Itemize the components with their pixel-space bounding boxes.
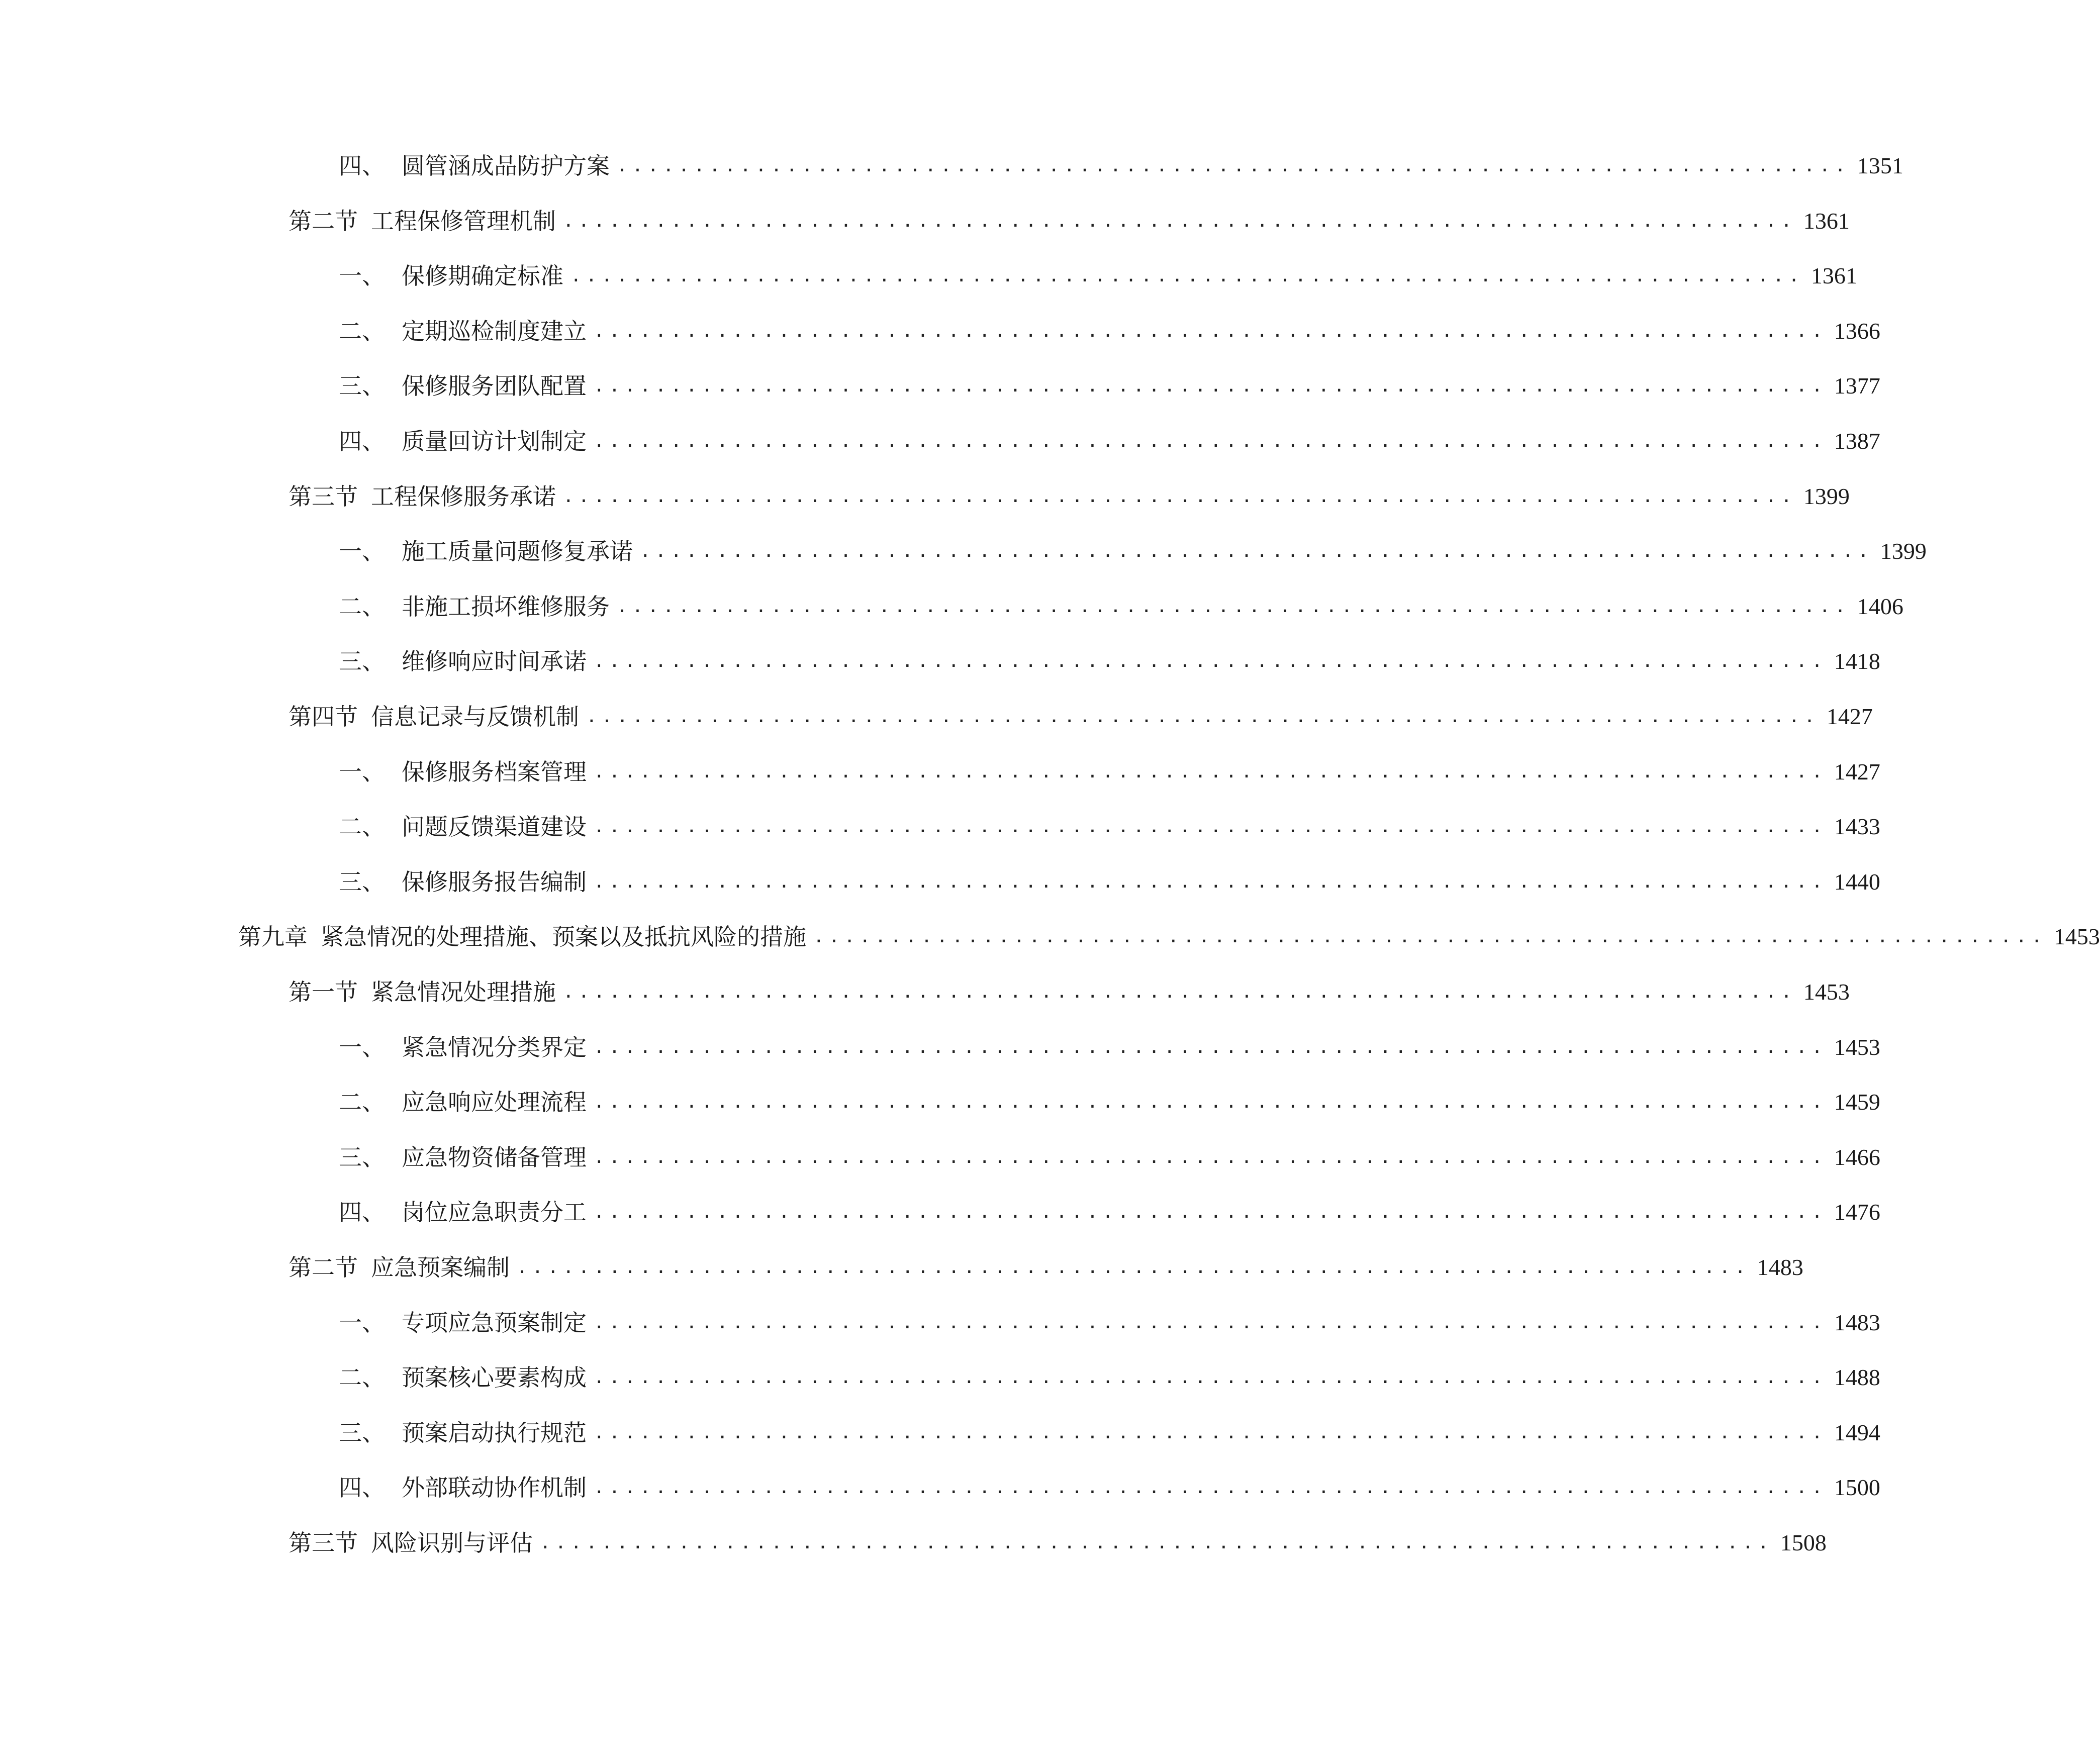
toc-section-entry[interactable] bbox=[289, 972, 1850, 1012]
toc-dot-leader: ................................................................................ bbox=[594, 816, 1827, 837]
toc-dot-leader: ................................................................................ bbox=[594, 1477, 1827, 1498]
toc-page-number: 1361 bbox=[1810, 263, 1857, 288]
toc-subsection-entry[interactable] bbox=[339, 752, 1880, 792]
toc-entry-title: 风险识别与评估 bbox=[371, 1529, 533, 1556]
toc-dot-leader: ................................................................................ bbox=[594, 1312, 1827, 1333]
toc-dot-leader: ................................................................................ bbox=[563, 982, 1796, 1002]
toc-entry-title: 保修期确定标准 bbox=[402, 262, 563, 289]
toc-page-number: 1427 bbox=[1834, 759, 1880, 785]
toc-page-number: 1453 bbox=[1803, 979, 1850, 1005]
toc-subsection-entry[interactable] bbox=[339, 1027, 1880, 1067]
toc-entry-title: 定期巡检制度建立 bbox=[402, 318, 587, 345]
toc-dot-leader: ................................................................................ bbox=[586, 706, 1820, 727]
toc-dot-leader: ................................................................................ bbox=[813, 926, 2047, 947]
toc-entry-title: 紧急情况分类界定 bbox=[402, 1034, 587, 1061]
toc-entry-title: 紧急情况处理措施 bbox=[371, 978, 556, 1006]
toc-entry-number: 一、 bbox=[339, 1309, 385, 1336]
toc-entry-number: 四、 bbox=[339, 1474, 385, 1501]
toc-page-number: 1440 bbox=[1834, 869, 1880, 895]
toc-section-entry[interactable] bbox=[289, 1523, 1827, 1563]
toc-entry-number: 二、 bbox=[339, 318, 385, 345]
toc-page-number: 1387 bbox=[1834, 428, 1880, 454]
toc-subsection-entry[interactable] bbox=[339, 807, 1880, 847]
toc-entry-number: 四、 bbox=[339, 1199, 385, 1226]
toc-section-entry[interactable] bbox=[289, 201, 1850, 241]
toc-dot-leader: ................................................................................ bbox=[594, 1367, 1827, 1388]
toc-page-number: 1399 bbox=[1803, 483, 1850, 509]
toc-entry-number: 一、 bbox=[339, 538, 385, 565]
toc-entry-title: 质量回访计划制定 bbox=[402, 428, 587, 455]
toc-entry-title: 专项应急预案制定 bbox=[402, 1309, 587, 1336]
toc-entry-title: 保修服务团队配置 bbox=[402, 372, 587, 400]
toc-entry-number: 二、 bbox=[339, 593, 385, 620]
toc-section-entry[interactable] bbox=[289, 697, 1873, 737]
toc-entry-number: 四、 bbox=[339, 428, 385, 455]
toc-page-number: 1406 bbox=[1857, 594, 1903, 619]
toc-entry-number: 一、 bbox=[339, 262, 385, 289]
toc-dot-leader: ................................................................................ bbox=[594, 1202, 1827, 1222]
toc-subsection-entry[interactable] bbox=[339, 311, 1880, 351]
toc-subsection-entry[interactable] bbox=[339, 366, 1880, 406]
toc-page-number: 1361 bbox=[1803, 208, 1850, 234]
toc-dot-leader: ................................................................................ bbox=[617, 155, 1850, 176]
toc-dot-leader: ................................................................................ bbox=[540, 1532, 1773, 1553]
toc-subsection-entry[interactable] bbox=[339, 1303, 1880, 1343]
toc-page-number: 1433 bbox=[1834, 814, 1880, 839]
toc-entry-title: 圆管涵成品防护方案 bbox=[402, 152, 610, 179]
toc-entry-number: 一、 bbox=[339, 758, 385, 786]
toc-page-number: 1508 bbox=[1780, 1530, 1827, 1555]
toc-entry-number: 三、 bbox=[339, 1419, 385, 1446]
toc-section-entry[interactable] bbox=[289, 1247, 1803, 1288]
toc-dot-leader: ................................................................................ bbox=[594, 431, 1827, 451]
toc-entry-number: 二、 bbox=[339, 813, 385, 840]
toc-page-number: 1500 bbox=[1834, 1475, 1880, 1500]
toc-entry-title: 紧急情况的处理措施、预案以及抵抗风险的措施 bbox=[321, 923, 806, 950]
toc-subsection-entry[interactable] bbox=[339, 862, 1880, 902]
toc-subsection-entry[interactable] bbox=[339, 531, 1927, 571]
toc-entry-title: 预案启动执行规范 bbox=[402, 1419, 587, 1446]
toc-dot-leader: ................................................................................ bbox=[594, 1147, 1827, 1167]
toc-entry-title: 应急响应处理流程 bbox=[402, 1089, 587, 1116]
toc-subsection-entry[interactable] bbox=[339, 1357, 1880, 1398]
toc-subsection-entry[interactable] bbox=[339, 1413, 1880, 1453]
toc-dot-leader: ................................................................................ bbox=[594, 1422, 1827, 1443]
toc-entry-title: 外部联动协作机制 bbox=[402, 1474, 587, 1501]
toc-dot-leader: ................................................................................ bbox=[563, 211, 1796, 231]
toc-page-number: 1366 bbox=[1834, 318, 1880, 344]
toc-dot-leader: ................................................................................ bbox=[594, 651, 1827, 671]
toc-entry-number: 第一节 bbox=[289, 978, 358, 1006]
toc-page-number: 1399 bbox=[1880, 538, 1927, 564]
toc-entry-title: 工程保修服务承诺 bbox=[371, 483, 556, 510]
toc-page-number: 1453 bbox=[1834, 1034, 1880, 1060]
toc-subsection-entry[interactable] bbox=[339, 146, 1903, 186]
toc-chapter-entry[interactable] bbox=[238, 917, 2100, 957]
toc-dot-leader: ................................................................................ bbox=[617, 596, 1850, 617]
toc-page-number: 1476 bbox=[1834, 1199, 1880, 1225]
toc-entry-title: 工程保修管理机制 bbox=[371, 208, 556, 235]
toc-page-number: 1427 bbox=[1826, 704, 1873, 729]
toc-page-number: 1466 bbox=[1834, 1144, 1880, 1170]
toc-entry-title: 保修服务档案管理 bbox=[402, 758, 587, 786]
toc-entry-number: 第三节 bbox=[289, 483, 358, 510]
toc-entry-title: 应急物资储备管理 bbox=[402, 1144, 587, 1171]
toc-subsection-entry[interactable] bbox=[339, 1467, 1880, 1508]
toc-entry-title: 维修响应时间承诺 bbox=[402, 648, 587, 675]
toc-page-number: 1377 bbox=[1834, 373, 1880, 399]
toc-subsection-entry[interactable] bbox=[339, 256, 1857, 296]
toc-dot-leader: ................................................................................ bbox=[594, 375, 1827, 396]
toc-subsection-entry[interactable] bbox=[339, 1137, 1880, 1178]
toc-entry-title: 信息记录与反馈机制 bbox=[371, 703, 579, 730]
toc-entry-number: 第三节 bbox=[289, 1529, 358, 1556]
toc-page-number: 1488 bbox=[1834, 1364, 1880, 1390]
toc-dot-leader: ................................................................................ bbox=[594, 761, 1827, 782]
toc-dot-leader: ................................................................................ bbox=[594, 871, 1827, 892]
toc-subsection-entry[interactable] bbox=[339, 1192, 1880, 1232]
toc-page-number: 1483 bbox=[1834, 1310, 1880, 1335]
toc-entry-number: 第二节 bbox=[289, 1254, 358, 1281]
toc-entry-number: 三、 bbox=[339, 868, 385, 896]
toc-entry-title: 岗位应急职责分工 bbox=[402, 1199, 587, 1226]
toc-entry-number: 三、 bbox=[339, 648, 385, 675]
toc-subsection-entry[interactable] bbox=[339, 586, 1903, 627]
toc-entry-number: 二、 bbox=[339, 1364, 385, 1391]
toc-entry-title: 施工质量问题修复承诺 bbox=[402, 538, 633, 565]
toc-page-number: 1453 bbox=[2053, 924, 2100, 949]
toc-page-number: 1459 bbox=[1834, 1089, 1880, 1115]
toc-entry-title: 非施工损坏维修服务 bbox=[402, 593, 610, 620]
toc-entry-title: 预案核心要素构成 bbox=[402, 1364, 587, 1391]
toc-page-number: 1483 bbox=[1757, 1254, 1803, 1280]
toc-entry-number: 第二节 bbox=[289, 208, 358, 235]
toc-entry-title: 问题反馈渠道建设 bbox=[402, 813, 587, 840]
toc-dot-leader: ................................................................................ bbox=[594, 1037, 1827, 1057]
toc-entry-number: 第四节 bbox=[289, 703, 358, 730]
toc-entry-number: 二、 bbox=[339, 1089, 385, 1116]
toc-subsection-entry[interactable] bbox=[339, 641, 1880, 681]
toc-dot-leader: ................................................................................ bbox=[517, 1257, 1750, 1278]
toc-entry-number: 四、 bbox=[339, 152, 385, 179]
toc-entry-number: 三、 bbox=[339, 372, 385, 400]
toc-entry-title: 应急预案编制 bbox=[371, 1254, 510, 1281]
toc-entry-title: 保修服务报告编制 bbox=[402, 868, 587, 896]
toc-entry-number: 第九章 bbox=[238, 923, 308, 950]
toc-section-entry[interactable] bbox=[289, 476, 1850, 517]
toc-dot-leader: ................................................................................ bbox=[594, 1092, 1827, 1112]
toc-entry-number: 三、 bbox=[339, 1144, 385, 1171]
toc-subsection-entry[interactable] bbox=[339, 1082, 1880, 1122]
toc-page-number: 1418 bbox=[1834, 648, 1880, 674]
toc-dot-leader: ................................................................................ bbox=[640, 541, 1873, 561]
toc-dot-leader: ................................................................................ bbox=[563, 486, 1796, 507]
toc-page-number: 1351 bbox=[1857, 153, 1903, 178]
toc-entry-number: 一、 bbox=[339, 1034, 385, 1061]
toc-dot-leader: ................................................................................ bbox=[594, 321, 1827, 341]
toc-page-number: 1494 bbox=[1834, 1420, 1880, 1445]
toc-subsection-entry[interactable] bbox=[339, 421, 1880, 461]
toc-dot-leader: ................................................................................ bbox=[570, 265, 1804, 286]
